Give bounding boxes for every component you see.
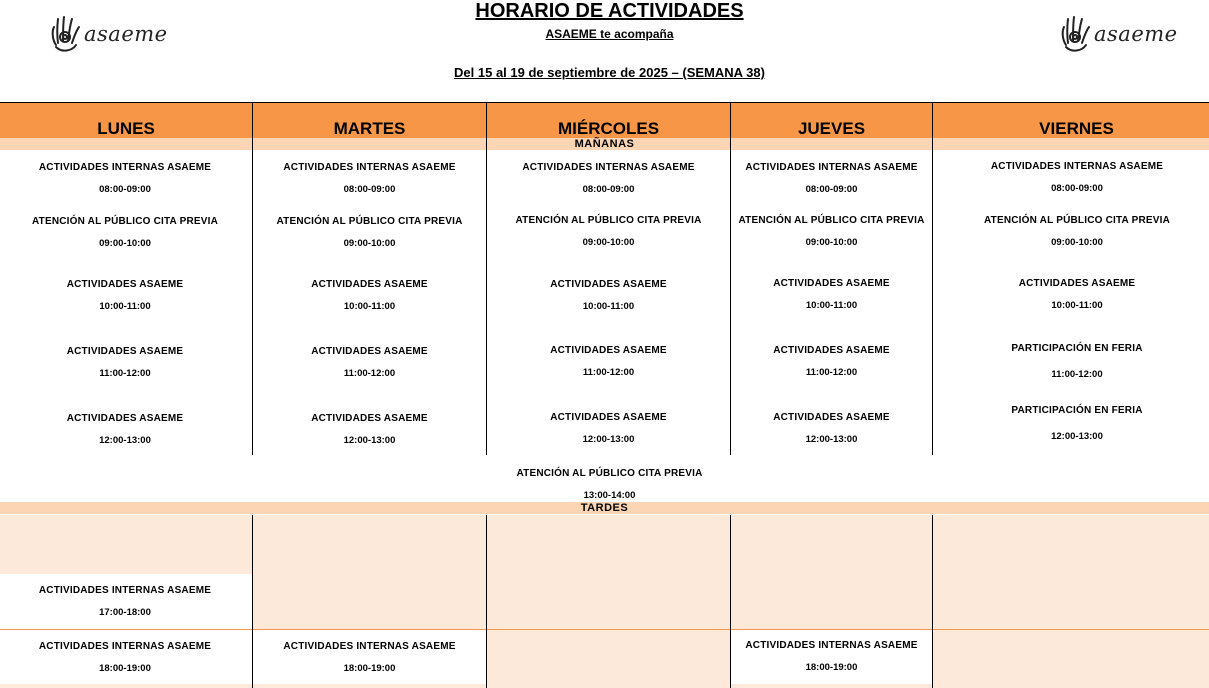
activity-name: ATENCIÓN AL PÚBLICO CITA PREVIA — [515, 215, 702, 226]
activity-name: ACTIVIDADES ASAEME — [773, 278, 890, 289]
row-separator — [731, 684, 932, 688]
activity-cell — [253, 641, 486, 674]
activity-time: 09:00-10:00 — [1051, 237, 1103, 248]
activity-time: 11:00-12:00 — [343, 368, 396, 379]
activity-time: 11:00-12:00 — [99, 368, 151, 379]
activity-name: ACTIVIDADES INTERNAS ASAEME — [990, 161, 1164, 172]
activity-name: ACTIVIDADES ASAEME — [550, 279, 667, 290]
activity-time: 10:00-11:00 — [805, 300, 858, 311]
activity-cell — [253, 346, 486, 379]
activity-time: 12:00-13:00 — [343, 435, 396, 446]
activity-time: 17:00-18:00 — [99, 607, 151, 618]
empty-slot — [933, 515, 1209, 688]
activity-cell — [253, 216, 486, 249]
activity-cell — [731, 345, 932, 378]
activity-cell — [487, 162, 730, 195]
activity-time: 10:00-11:00 — [343, 301, 396, 312]
activity-name: ATENCIÓN AL PÚBLICO CITA PREVIA — [31, 216, 219, 227]
activity-time: 11:00-12:00 — [1051, 369, 1103, 380]
shared-activity-cell — [0, 468, 1209, 501]
logo-wordmark: asaeme — [84, 22, 168, 46]
week-range: Del 15 al 19 de septiembre de 2025 – (SEMANA 38) — [454, 65, 765, 80]
activity-name: PARTICIPACIÓN EN FERIA — [1011, 343, 1143, 354]
activity-time: 10:00-11:00 — [99, 301, 151, 312]
activity-cell — [933, 215, 1209, 248]
row-separator — [253, 684, 486, 688]
activity-cell — [731, 215, 932, 248]
activity-time: 09:00-10:00 — [99, 238, 151, 249]
row-divider — [0, 629, 1209, 630]
activity-time: 13:00-14:00 — [583, 490, 636, 501]
activity-name: PARTICIPACIÓN EN FERIA — [1011, 405, 1143, 416]
activity-cell — [487, 345, 730, 378]
activity-name: ATENCIÓN AL PÚBLICO CITA PREVIA — [738, 215, 925, 226]
activity-time: 09:00-10:00 — [805, 237, 858, 248]
activity-time: 11:00-12:00 — [805, 367, 858, 378]
activity-name: ACTIVIDADES ASAEME — [1018, 278, 1136, 289]
activity-name: ACTIVIDADES ASAEME — [66, 413, 184, 424]
activity-cell — [487, 215, 730, 248]
activity-cell — [731, 162, 932, 195]
activity-time: 08:00-09:00 — [343, 184, 396, 195]
activity-time: 12:00-13:00 — [582, 434, 635, 445]
activity-cell — [731, 412, 932, 445]
activity-name: ACTIVIDADES ASAEME — [66, 346, 184, 357]
day-header-martes: MARTES — [333, 119, 406, 138]
activity-time: 10:00-11:00 — [582, 301, 635, 312]
activity-time: 08:00-09:00 — [805, 184, 858, 195]
activity-name: ACTIVIDADES INTERNAS ASAEME — [283, 162, 456, 173]
activity-name: ACTIVIDADES ASAEME — [550, 412, 667, 423]
activity-time: 08:00-09:00 — [1051, 183, 1103, 194]
activity-name: ACTIVIDADES ASAEME — [311, 346, 428, 357]
activity-name: ACTIVIDADES ASAEME — [311, 413, 428, 424]
activity-name: ACTIVIDADES ASAEME — [66, 279, 184, 290]
activity-name: ATENCIÓN AL PÚBLICO CITA PREVIA — [516, 468, 703, 479]
activity-cell — [0, 216, 250, 249]
activity-name: ATENCIÓN AL PÚBLICO CITA PREVIA — [983, 215, 1171, 226]
activity-time: 09:00-10:00 — [343, 238, 396, 249]
empty-slot — [253, 515, 486, 629]
activity-time: 12:00-13:00 — [1051, 431, 1103, 442]
activity-name: ACTIVIDADES INTERNAS ASAEME — [38, 162, 212, 173]
activity-time: 12:00-13:00 — [805, 434, 858, 445]
activity-cell — [253, 279, 486, 312]
row-separator — [0, 684, 252, 688]
activity-cell — [933, 405, 1209, 442]
empty-slot — [731, 515, 932, 629]
activity-name: ATENCIÓN AL PÚBLICO CITA PREVIA — [276, 216, 463, 227]
activity-name: ACTIVIDADES INTERNAS ASAEME — [283, 641, 456, 652]
page-subtitle: ASAEME te acompaña — [545, 27, 674, 41]
activity-time: 08:00-09:00 — [99, 184, 151, 195]
activity-time: 18:00-19:00 — [805, 662, 858, 673]
column-divider — [486, 515, 487, 688]
activity-cell — [933, 161, 1209, 194]
activity-name: ACTIVIDADES INTERNAS ASAEME — [745, 640, 918, 651]
day-header-lunes: LUNES — [97, 119, 155, 138]
column-divider — [932, 515, 933, 688]
activity-cell — [731, 640, 932, 673]
empty-slot — [0, 515, 252, 574]
logo-wordmark: asaeme — [1094, 22, 1178, 46]
section-afternoon: TARDES — [0, 502, 1209, 514]
activity-cell — [0, 641, 250, 674]
activity-name: ACTIVIDADES INTERNAS ASAEME — [522, 162, 695, 173]
activity-cell — [731, 278, 932, 311]
activity-name: ACTIVIDADES INTERNAS ASAEME — [38, 641, 212, 652]
activity-cell — [0, 413, 250, 446]
activity-name: ACTIVIDADES ASAEME — [773, 412, 890, 423]
activity-cell — [0, 585, 250, 618]
activity-time: 12:00-13:00 — [99, 435, 151, 446]
day-header-viernes: VIERNES — [1039, 119, 1114, 138]
activity-time: 10:00-11:00 — [1051, 300, 1103, 311]
activity-name: ACTIVIDADES INTERNAS ASAEME — [745, 162, 918, 173]
activity-cell — [253, 413, 486, 446]
activity-name: ACTIVIDADES ASAEME — [773, 345, 890, 356]
empty-slot — [487, 515, 730, 688]
activity-time: 08:00-09:00 — [582, 184, 635, 195]
activity-cell — [933, 343, 1209, 380]
activity-name: ACTIVIDADES INTERNAS ASAEME — [38, 585, 212, 596]
activity-cell — [487, 279, 730, 312]
activity-name: ACTIVIDADES ASAEME — [550, 345, 667, 356]
day-header-jueves: JUEVES — [797, 119, 866, 138]
activity-time: 18:00-19:00 — [343, 663, 396, 674]
activity-cell — [487, 412, 730, 445]
section-morning: MAÑANAS — [0, 138, 1209, 150]
activity-cell — [933, 278, 1209, 311]
day-header-miercoles: MIÉRCOLES — [557, 119, 660, 138]
activity-name: ACTIVIDADES ASAEME — [311, 279, 428, 290]
activity-cell — [253, 162, 486, 195]
activity-cell — [0, 162, 250, 195]
activity-cell — [0, 279, 250, 312]
activity-cell — [0, 346, 250, 379]
activity-time: 11:00-12:00 — [582, 367, 635, 378]
activity-time: 18:00-19:00 — [99, 663, 151, 674]
activity-time: 09:00-10:00 — [582, 237, 635, 248]
page-title: HORARIO DE ACTIVIDADES — [475, 0, 744, 22]
